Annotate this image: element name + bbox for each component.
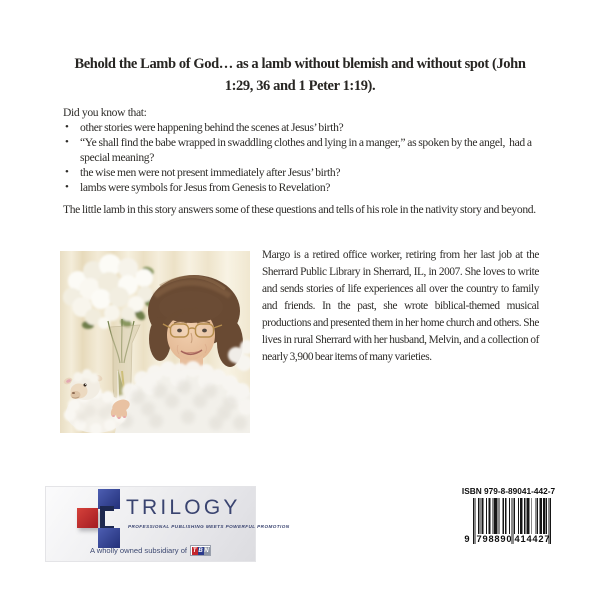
tbn-logo-icon: [190, 545, 211, 556]
did-you-know-list: [63, 120, 540, 195]
did-you-know-item: • “Ye shall find the babe wrapped in swaddling clothes and lying in a manger,” as spoken by the angel, had a special meaning?: [63, 135, 540, 165]
author-photo: [60, 251, 250, 433]
publisher-name: TRILOGY: [126, 496, 241, 519]
barcode-digits-group2: 414427: [514, 534, 551, 544]
did-you-know-item: • other stories were happening behind the scenes at Jesus’ birth?: [63, 120, 540, 135]
tbn-letter-b: B: [198, 547, 203, 554]
publisher-tagline: PROFESSIONAL PUBLISHING MEETS POWERFUL PROMOTION: [128, 524, 290, 529]
barcode-bars: [464, 498, 551, 544]
author-photo-illustration: [60, 251, 250, 433]
trilogy-mark-red-square: [77, 508, 98, 528]
barcode-digits-group1: 798890: [476, 534, 513, 544]
publisher-logo: [45, 486, 290, 562]
subsidiary-line: [46, 545, 255, 556]
tbn-letter-t: T: [192, 547, 197, 554]
isbn-label: ISBN 979-8-89041-442-7: [461, 486, 556, 496]
story-summary: The little lamb in this story answers some of these questions and tells of his role in the nativity story and beyond.: [63, 203, 536, 216]
tbn-letter-n: N: [204, 547, 209, 554]
title-line-1: Behold the Lamb of God… as a lamb without blemish and without spot (John: [74, 56, 526, 72]
did-you-know-item: • the wise men were not present immediately after Jesus’ birth?: [63, 165, 540, 180]
subsidiary-text: A wholly owned subsidiary of: [89, 546, 188, 555]
isbn-barcode: [460, 486, 557, 544]
title-line-2: 1:29, 36 and 1 Peter 1:19).: [224, 78, 376, 94]
did-you-know-item: • lambs were symbols for Jesus from Genesis to Revelation?: [63, 180, 540, 195]
barcode-digit-left: 9: [464, 534, 470, 544]
scripture-title: [0, 53, 600, 97]
did-you-know-heading: Did you know that:: [63, 106, 147, 119]
author-bio: Margo is a retired office worker, retiring from her last job at the Sherrard Public Library in Sherrard, IL, in 2007. She loves to write and sends stories of life experiences all over the country to family and friends. In the past, she wrote biblical-themed musical productions and presented them in her home church and others. She lives in rural Sherrard with her husband, Melvin, and a collection of nearly 3,900 bear items of many varieties.: [262, 249, 539, 363]
